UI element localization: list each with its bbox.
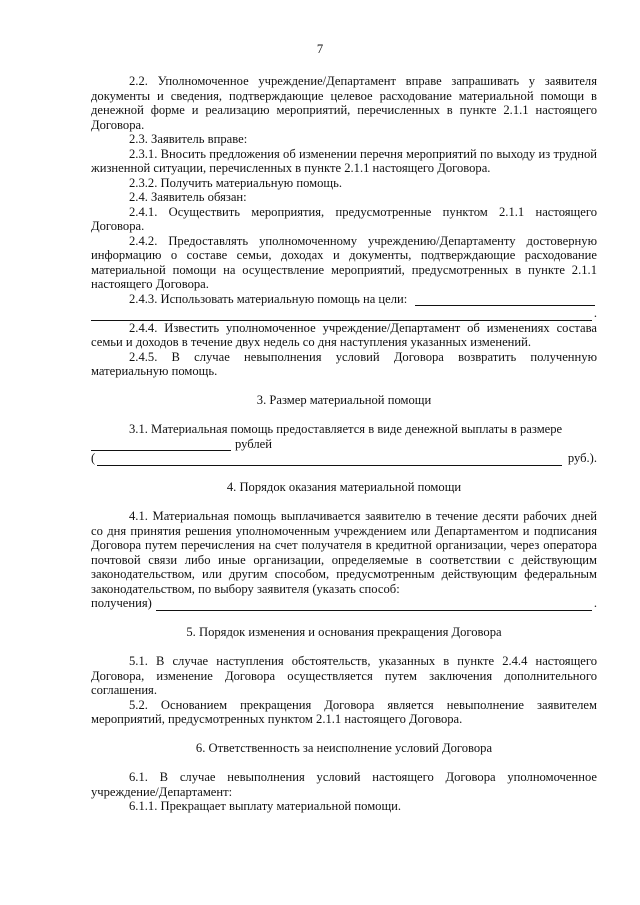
section-5-heading: 5. Порядок изменения и основания прекращения Договора: [186, 625, 502, 639]
paragraph-6-1-1: 6.1.1. Прекращает выплату материальной помощи.: [129, 799, 402, 813]
paragraph-2-3-2: 2.3.2. Получить материальную помощь.: [129, 175, 343, 190]
goals-blank-line-1: [415, 294, 595, 306]
paragraph-2-3: 2.3. Заявитель вправе:: [129, 132, 248, 146]
goals-blank-line-2: [91, 309, 592, 321]
paragraph-2-4: 2.4. Заявитель обязан:: [129, 190, 247, 204]
paragraph-2-3-1: 2.3.1. Вносить предложения об изменении перечня мероприятий по выходу из трудной жизненной ситуации, перечисленных в пункте 2.1.1 настоящего Договора.: [91, 146, 597, 175]
payment-method-end: .: [593, 596, 597, 610]
amount-rubles-row: [91, 437, 597, 452]
paragraph-2-4-2: 2.4.2. Предоставлять уполномоченному учреждению/Департаменту достоверную информацию о составе семьи, доходах и документы, подтверждающие расходование материальной помощи на осуществление мероприятий, предусмотренных в пункте 2.1.1 настоящего Договора.: [91, 233, 597, 291]
goals-line-end: .: [593, 306, 597, 320]
amount-words-blank: [97, 454, 562, 466]
section-3-heading: 3. Размер материальной помощи: [256, 393, 432, 407]
amount-blank: [91, 439, 231, 451]
paragraph-6-1: 6.1. В случае невыполнения условий настоящего Договора уполномоченное учреждение/Департамент:: [91, 770, 597, 799]
amount-words-close: руб.).: [567, 451, 597, 465]
amount-words-open: (: [91, 451, 96, 465]
paragraph-3-1: 3.1. Материальная помощь предоставляется в виде денежной выплаты в размере: [129, 422, 563, 436]
paragraph-2-4-3: [91, 292, 597, 307]
paragraph-2-4-3-lead: 2.4.3. Использовать материальную помощь на цели:: [129, 291, 408, 306]
paragraph-4-1: 4.1. Материальная помощь выплачивается заявителю в течение десяти рабочих дней со дня принятия решения уполномоченным учреждением или Департаментом и подписания Договора путем перечисления на счет получателя в кредитной организации, через оператора почтовой связи либо иные организации, определяемые в соответствии с действующим законодательством, или другим способом, предусмотренным действующим федеральным законодательством, по выбору заявителя (указать способ:: [91, 509, 597, 596]
document-body: [91, 74, 597, 814]
amount-rubles-label: рублей: [235, 436, 272, 451]
page-number: 7: [316, 42, 324, 56]
payment-method-tail: получения): [91, 596, 152, 610]
goals-blank-line-2-row: [91, 306, 597, 321]
paragraph-5-2: 5.2. Основанием прекращения Договора является невыполнение заявителем мероприятий, предусмотренных пунктом 2.1.1 настоящего Договора.: [91, 697, 597, 726]
paragraph-2-4-1: 2.4.1. Осуществить мероприятия, предусмотренные пунктом 2.1.1 настоящего Договора.: [91, 204, 597, 233]
section-4-heading: 4. Порядок оказания материальной помощи: [226, 480, 462, 494]
paragraph-5-1: 5.1. В случае наступления обстоятельств, указанных в пункте 2.4.4 настоящего Договора, изменение Договора осуществляется путем заключения дополнительного соглашения.: [91, 654, 597, 697]
section-6-heading: 6. Ответственность за неисполнение условий Договора: [195, 741, 493, 755]
paragraph-2-4-5: 2.4.5. В случае невыполнения условий Договора возвратить полученную материальную помощь.: [91, 349, 597, 378]
payment-method-blank: [156, 599, 592, 611]
amount-words-row: [91, 451, 597, 466]
payment-method-row: [91, 596, 597, 611]
paragraph-2-2: 2.2. Уполномоченное учреждение/Департамент вправе запрашивать у заявителя документы и сведения, подтверждающие целевое расходование материальной помощи в денежной форме и реализацию мероприятий, перечисленных в пункте 2.1.1 настоящего Договора.: [91, 74, 597, 132]
paragraph-2-4-4: 2.4.4. Известить уполномоченное учреждение/Департамент об изменениях состава семьи и доходов в течение двух недель со дня наступления указанных изменений.: [91, 320, 597, 349]
